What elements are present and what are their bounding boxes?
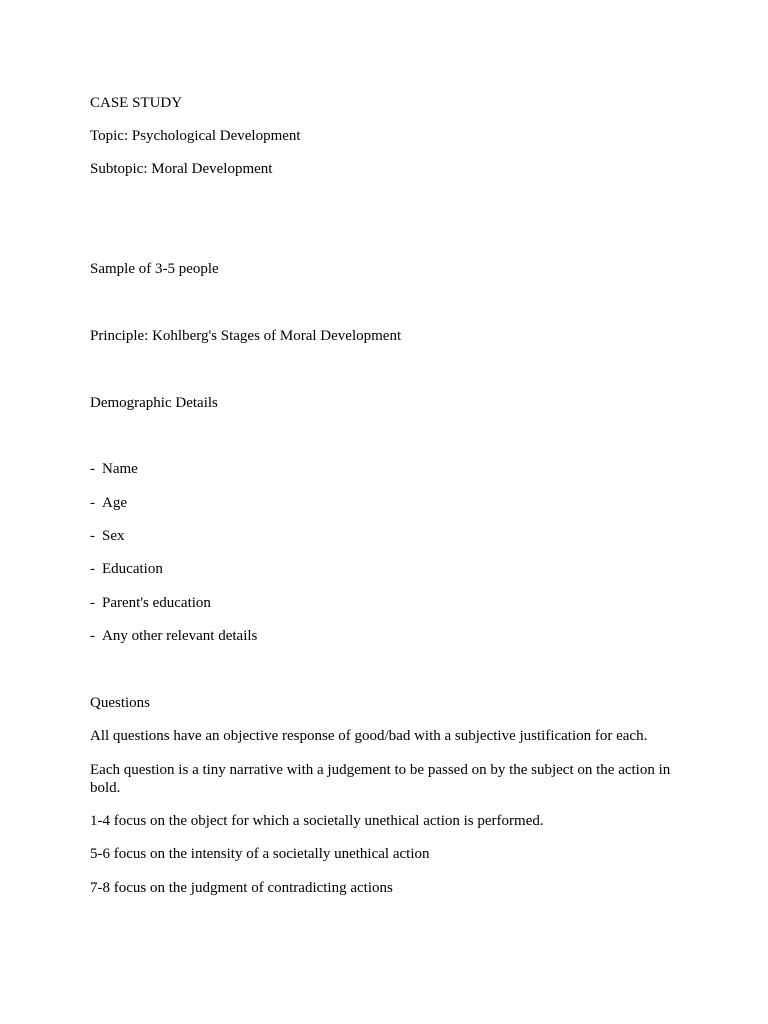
question-note-objective: All questions have an objective response of good/bad with a subjective justification for each. xyxy=(90,728,648,744)
bullet-marker: - xyxy=(90,595,95,611)
demographic-item-name xyxy=(90,460,138,478)
question-note-narrative: Each question is a tiny narrative with a judgement to be passed on by the subject on the action in bold. xyxy=(90,762,671,796)
demographic-item-label: Parent's education xyxy=(102,595,211,611)
demographic-item-label: Any other relevant details xyxy=(102,628,258,644)
bullet-marker: - xyxy=(90,461,95,477)
demographic-item-label: Sex xyxy=(102,528,125,544)
demographic-item-label: Age xyxy=(102,495,127,511)
demographics-heading: Demographic Details xyxy=(90,395,218,411)
demographic-item-other xyxy=(90,627,257,645)
sample-line: Sample of 3-5 people xyxy=(90,261,219,277)
case-study-title: CASE STUDY xyxy=(90,95,183,111)
question-note-1-4: 1-4 focus on the object for which a societally unethical action is performed. xyxy=(90,813,544,829)
demographic-item-parents-education xyxy=(90,594,211,612)
bullet-marker: - xyxy=(90,628,95,644)
question-note-7-8: 7-8 focus on the judgment of contradicting actions xyxy=(90,880,393,896)
topic-line: Topic: Psychological Development xyxy=(90,128,301,144)
bullet-marker: - xyxy=(90,495,95,511)
demographic-item-age xyxy=(90,494,127,512)
demographic-item-label: Name xyxy=(102,461,138,477)
principle-line: Principle: Kohlberg's Stages of Moral Development xyxy=(90,328,402,344)
questions-heading: Questions xyxy=(90,695,150,711)
subtopic-line: Subtopic: Moral Development xyxy=(90,161,273,177)
demographic-item-label: Education xyxy=(102,561,163,577)
bullet-marker: - xyxy=(90,561,95,577)
bullet-marker: - xyxy=(90,528,95,544)
demographic-item-sex xyxy=(90,527,125,545)
question-note-5-6: 5-6 focus on the intensity of a societally unethical action xyxy=(90,846,430,862)
demographic-item-education xyxy=(90,560,163,578)
